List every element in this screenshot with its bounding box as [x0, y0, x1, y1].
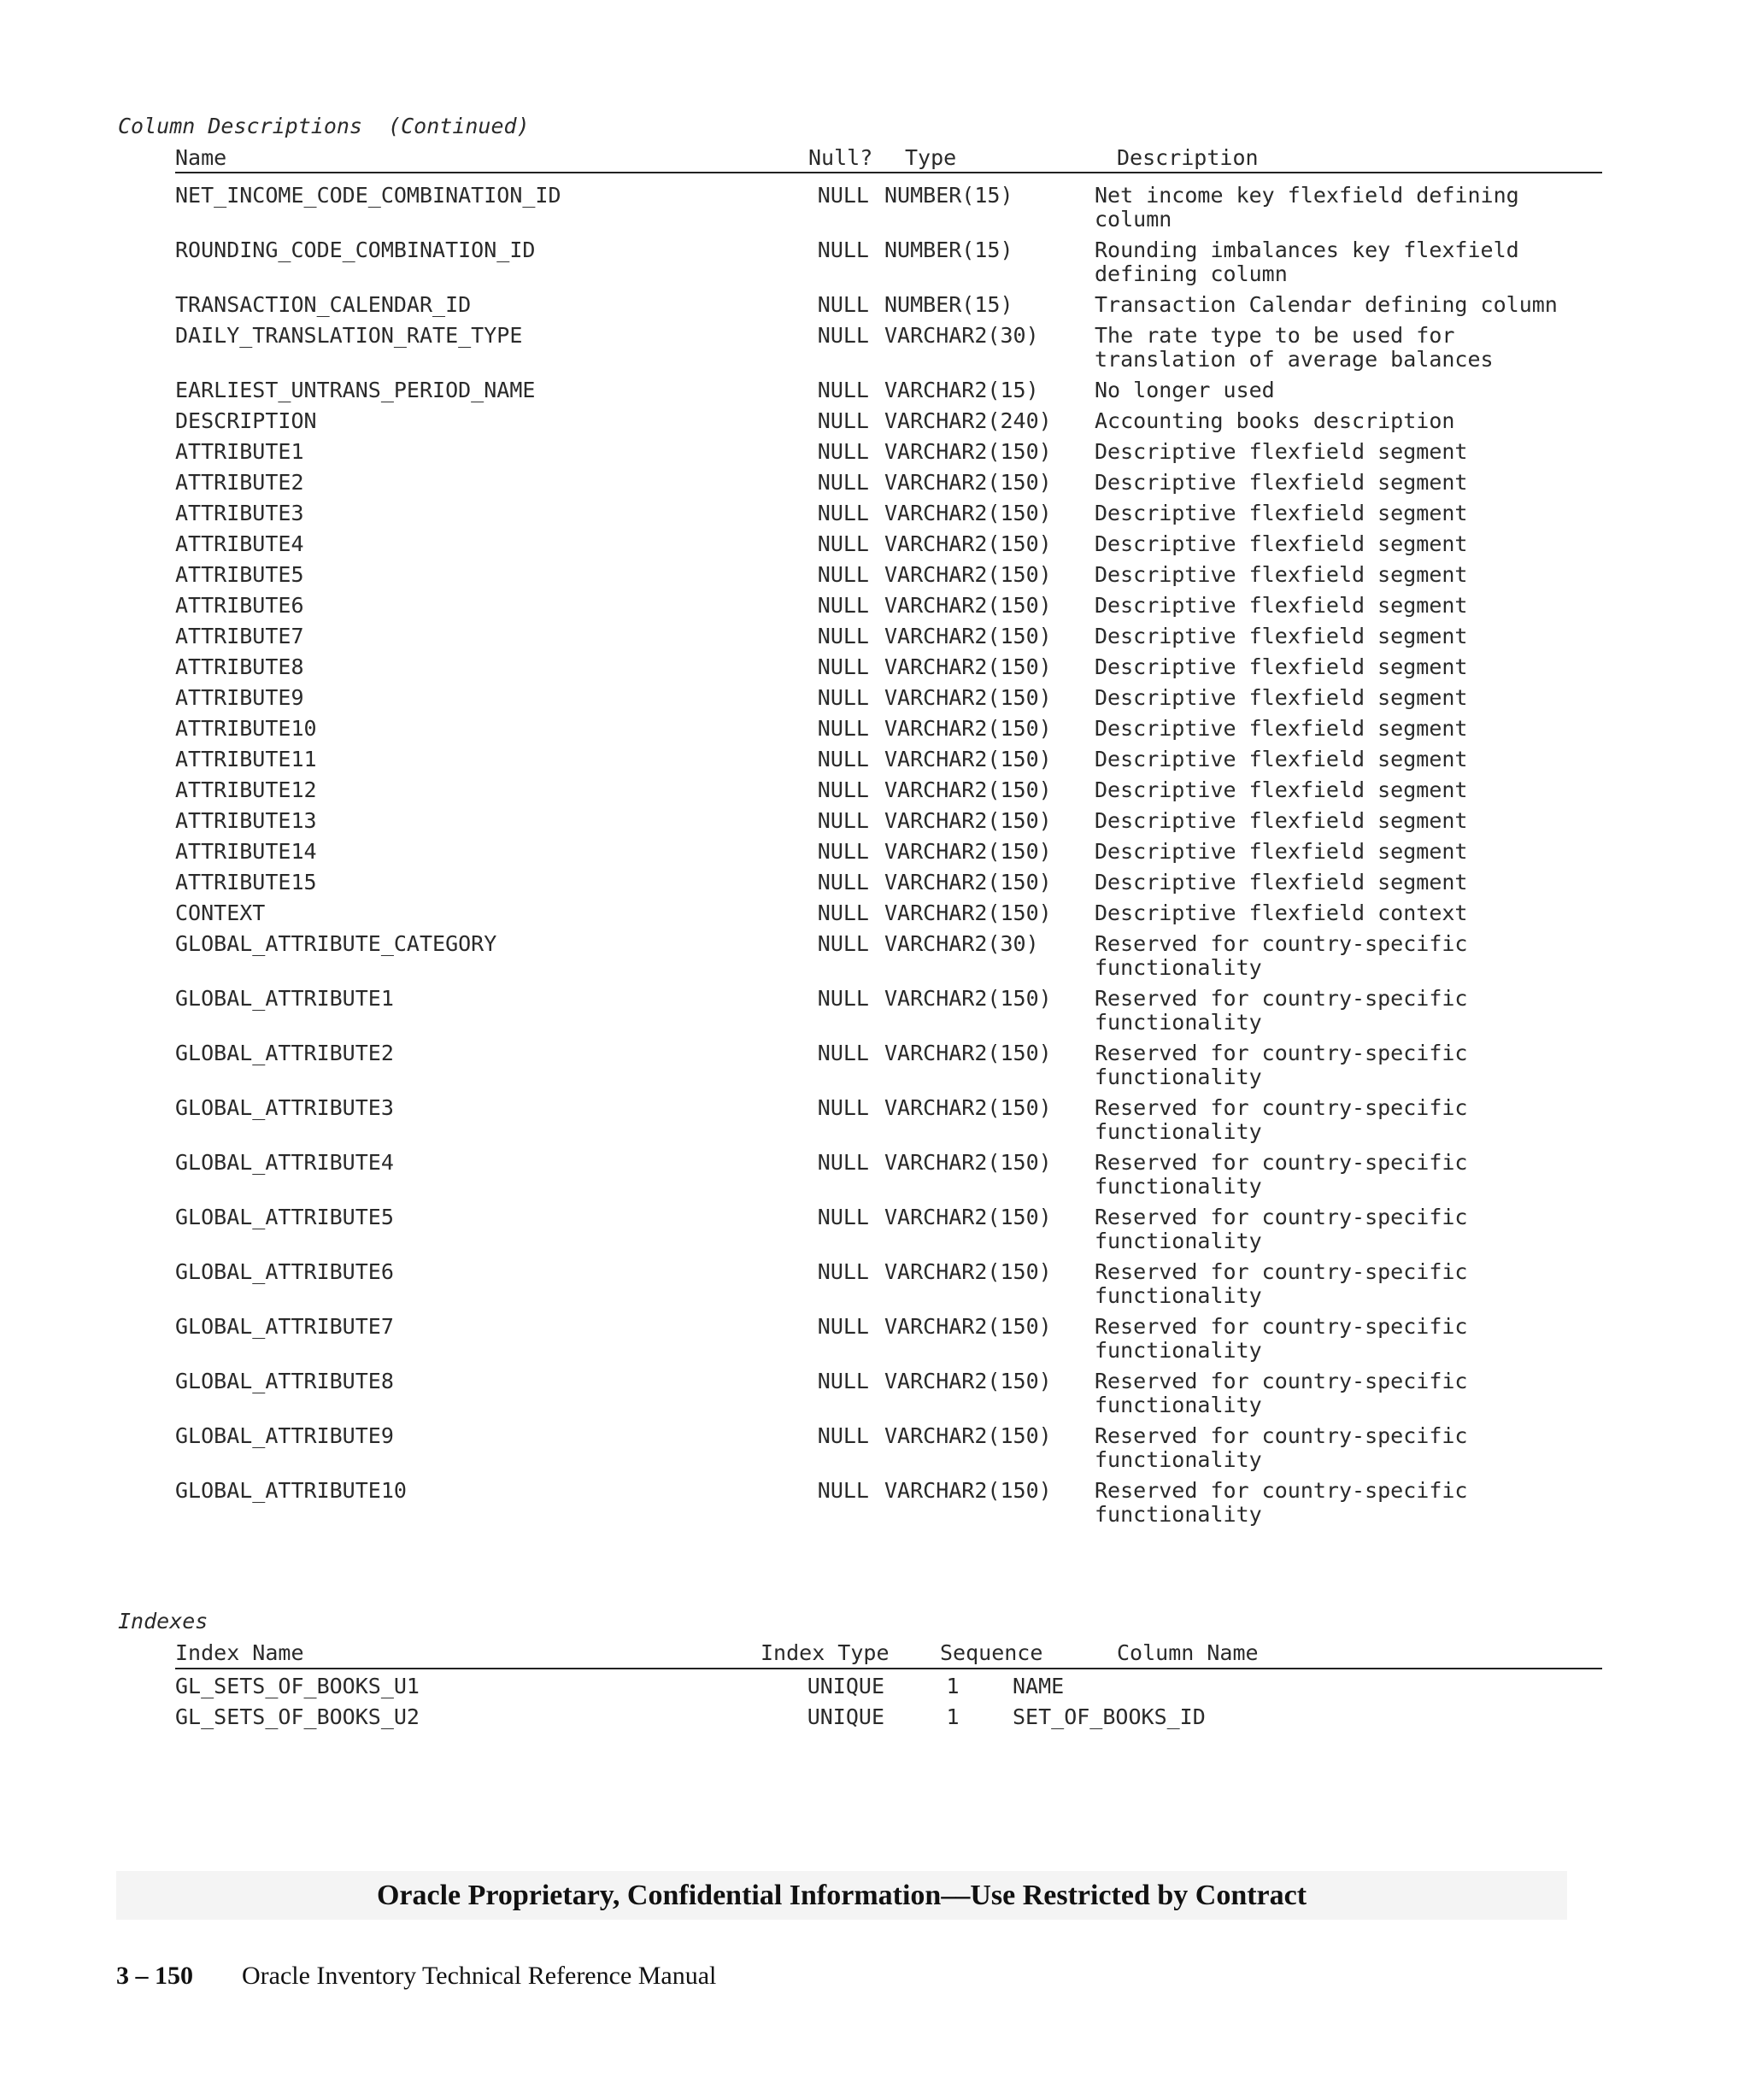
- column-name-cell: ATTRIBUTE4: [175, 531, 304, 556]
- column-name-cell: ATTRIBUTE8: [175, 654, 304, 679]
- column-row: [175, 625, 1573, 655]
- column-null-cell: NULL: [817, 1205, 869, 1229]
- column-name-cell: ATTRIBUTE7: [175, 624, 304, 648]
- column-name-cell: GLOBAL_ATTRIBUTE10: [175, 1478, 407, 1503]
- column-null-cell: NULL: [817, 501, 869, 525]
- column-type-cell: VARCHAR2(150): [884, 470, 1052, 495]
- column-row: [175, 655, 1573, 686]
- column-row: [175, 1260, 1573, 1315]
- column-name-cell: GLOBAL_ATTRIBUTE9: [175, 1423, 394, 1448]
- column-name-cell: GLOBAL_ATTRIBUTE1: [175, 986, 394, 1011]
- index-column-name-cell: SET_OF_BOOKS_ID: [1013, 1704, 1206, 1729]
- column-type-cell: VARCHAR2(30): [884, 323, 1039, 348]
- column-description-text: Descriptive flexfield segment: [1095, 654, 1468, 679]
- column-null-cell: NULL: [817, 685, 869, 710]
- column-null-cell: NULL: [817, 986, 869, 1011]
- column-description-text: Reserved for country-specific functionality: [1095, 1205, 1468, 1253]
- column-description-cell: [1095, 324, 1573, 378]
- column-name-cell: ATTRIBUTE11: [175, 747, 317, 771]
- column-null-cell: NULL: [817, 716, 869, 741]
- column-row: [175, 324, 1573, 378]
- column-row: [175, 748, 1573, 778]
- column-row: [175, 594, 1573, 625]
- column-type-cell: VARCHAR2(150): [884, 1041, 1052, 1065]
- column-description-cell: [1095, 594, 1573, 625]
- manual-title: Oracle Inventory Technical Reference Manual: [242, 1962, 717, 1990]
- column-type-cell: VARCHAR2(15): [884, 378, 1039, 402]
- column-name-cell: GLOBAL_ATTRIBUTE6: [175, 1259, 394, 1284]
- column-null-cell: NULL: [817, 1150, 869, 1175]
- column-type-cell: VARCHAR2(150): [884, 1478, 1052, 1503]
- column-type-cell: VARCHAR2(150): [884, 986, 1052, 1011]
- column-row: [175, 378, 1573, 409]
- column-description-text: Descriptive flexfield segment: [1095, 593, 1468, 618]
- column-null-cell: NULL: [817, 1478, 869, 1503]
- column-type-cell: VARCHAR2(150): [884, 747, 1052, 771]
- column-name-cell: GLOBAL_ATTRIBUTE8: [175, 1369, 394, 1393]
- column-type-cell: VARCHAR2(150): [884, 900, 1052, 925]
- column-null-cell: NULL: [817, 378, 869, 402]
- index-header-column-name: Column Name: [1117, 1640, 1259, 1665]
- column-type-cell: VARCHAR2(150): [884, 1259, 1052, 1284]
- column-description-cell: [1095, 502, 1573, 532]
- column-description-cell: [1095, 748, 1573, 778]
- column-name-cell: DESCRIPTION: [175, 408, 317, 433]
- column-description-text: Accounting books description: [1095, 408, 1455, 433]
- column-null-cell: NULL: [817, 777, 869, 802]
- column-name-cell: ATTRIBUTE6: [175, 593, 304, 618]
- column-row: [175, 809, 1573, 840]
- index-type-cell: UNIQUE: [807, 1704, 884, 1729]
- column-description-cell: [1095, 932, 1573, 987]
- column-name-cell: ATTRIBUTE14: [175, 839, 317, 864]
- column-description-cell: [1095, 1260, 1573, 1315]
- index-row: [175, 1675, 1491, 1705]
- column-type-cell: VARCHAR2(150): [884, 624, 1052, 648]
- column-description-text: Reserved for country-specific functionality: [1095, 1314, 1468, 1363]
- column-type-cell: NUMBER(15): [884, 238, 1013, 262]
- column-description-text: Reserved for country-specific functionality: [1095, 1478, 1468, 1527]
- column-row: [175, 1370, 1573, 1424]
- column-name-cell: ATTRIBUTE9: [175, 685, 304, 710]
- column-description-cell: [1095, 871, 1573, 901]
- confidential-banner: [116, 1871, 1567, 1920]
- column-name-cell: TRANSACTION_CALENDAR_ID: [175, 292, 472, 317]
- column-null-cell: NULL: [817, 470, 869, 495]
- column-name-cell: GLOBAL_ATTRIBUTE2: [175, 1041, 394, 1065]
- column-name-cell: ROUNDING_CODE_COMBINATION_ID: [175, 238, 536, 262]
- column-null-cell: NULL: [817, 747, 869, 771]
- column-null-cell: NULL: [817, 1314, 869, 1339]
- column-name-cell: ATTRIBUTE2: [175, 470, 304, 495]
- column-description-text: Descriptive flexfield segment: [1095, 870, 1468, 895]
- column-type-cell: VARCHAR2(150): [884, 685, 1052, 710]
- column-name-cell: NET_INCOME_CODE_COMBINATION_ID: [175, 183, 561, 208]
- column-type-cell: VARCHAR2(240): [884, 408, 1052, 433]
- column-name-cell: GLOBAL_ATTRIBUTE4: [175, 1150, 394, 1175]
- column-type-cell: VARCHAR2(150): [884, 439, 1052, 464]
- index-row: [175, 1705, 1491, 1736]
- column-row: [175, 1315, 1573, 1370]
- column-type-cell: VARCHAR2(150): [884, 777, 1052, 802]
- column-name-cell: ATTRIBUTE13: [175, 808, 317, 833]
- column-description-cell: [1095, 717, 1573, 748]
- column-row: [175, 532, 1573, 563]
- column-description-text: Transaction Calendar defining column: [1095, 292, 1558, 317]
- column-row: [175, 778, 1573, 809]
- column-descriptions-table: [175, 184, 1573, 1534]
- column-description-cell: [1095, 563, 1573, 594]
- indexes-body: [175, 1675, 1491, 1736]
- column-description-text: Net income key flexfield defining column: [1095, 183, 1519, 232]
- column-type-cell: VARCHAR2(150): [884, 1423, 1052, 1448]
- index-name-cell: GL_SETS_OF_BOOKS_U2: [175, 1704, 420, 1729]
- indexes-table: [175, 1675, 1491, 1736]
- column-description-text: Reserved for country-specific functionality: [1095, 1259, 1468, 1308]
- column-description-text: No longer used: [1095, 378, 1275, 402]
- column-description-cell: [1095, 378, 1573, 409]
- column-description-cell: [1095, 686, 1573, 717]
- column-description-cell: [1095, 1370, 1573, 1424]
- column-row: [175, 471, 1573, 502]
- column-description-cell: [1095, 471, 1573, 502]
- index-header-sequence: Sequence: [940, 1640, 1043, 1665]
- column-row: [175, 717, 1573, 748]
- column-description-cell: [1095, 1205, 1573, 1260]
- column-description-cell: [1095, 1151, 1573, 1205]
- column-description-cell: [1095, 778, 1573, 809]
- column-header-description: Description: [1117, 145, 1259, 170]
- index-type-cell: UNIQUE: [807, 1674, 884, 1698]
- column-type-cell: VARCHAR2(150): [884, 1205, 1052, 1229]
- column-type-cell: VARCHAR2(150): [884, 1150, 1052, 1175]
- column-description-text: The rate type to be used for translation of average balances: [1095, 323, 1494, 372]
- column-type-cell: VARCHAR2(150): [884, 1095, 1052, 1120]
- column-description-text: Descriptive flexfield segment: [1095, 439, 1468, 464]
- column-description-text: Descriptive flexfield segment: [1095, 747, 1468, 771]
- column-description-text: Rounding imbalances key flexfield defining column: [1095, 238, 1519, 286]
- column-description-text: Descriptive flexfield segment: [1095, 685, 1468, 710]
- column-null-cell: NULL: [817, 624, 869, 648]
- index-header-index-name: Index Name: [175, 1640, 304, 1665]
- column-name-cell: ATTRIBUTE3: [175, 501, 304, 525]
- index-sequence-cell: 1: [946, 1674, 960, 1698]
- column-name-cell: ATTRIBUTE12: [175, 777, 317, 802]
- column-row: [175, 1041, 1573, 1096]
- column-row: [175, 184, 1573, 238]
- column-description-cell: [1095, 1041, 1573, 1096]
- column-null-cell: NULL: [817, 1369, 869, 1393]
- column-description-text: Descriptive flexfield segment: [1095, 624, 1468, 648]
- column-description-cell: [1095, 1479, 1573, 1534]
- column-description-text: Descriptive flexfield segment: [1095, 839, 1468, 864]
- column-description-cell: [1095, 532, 1573, 563]
- column-description-cell: [1095, 1315, 1573, 1370]
- column-descriptions-body: [175, 184, 1573, 1534]
- column-description-text: Descriptive flexfield context: [1095, 900, 1468, 925]
- column-description-cell: [1095, 625, 1573, 655]
- column-null-cell: NULL: [817, 439, 869, 464]
- column-description-text: Reserved for country-specific functionality: [1095, 1150, 1468, 1199]
- column-header-null: Null?: [808, 145, 873, 170]
- column-type-cell: VARCHAR2(150): [884, 1369, 1052, 1393]
- column-row: [175, 563, 1573, 594]
- column-type-cell: VARCHAR2(150): [884, 808, 1052, 833]
- column-type-cell: NUMBER(15): [884, 292, 1013, 317]
- column-name-cell: GLOBAL_ATTRIBUTE3: [175, 1095, 394, 1120]
- column-type-cell: VARCHAR2(150): [884, 562, 1052, 587]
- column-name-cell: ATTRIBUTE10: [175, 716, 317, 741]
- column-null-cell: NULL: [817, 183, 869, 208]
- column-description-cell: [1095, 184, 1573, 238]
- column-row: [175, 1151, 1573, 1205]
- column-descriptions-title: Column Descriptions (Continued): [118, 114, 530, 138]
- column-description-cell: [1095, 1096, 1573, 1151]
- column-null-cell: NULL: [817, 654, 869, 679]
- column-row: [175, 1205, 1573, 1260]
- column-description-cell: [1095, 655, 1573, 686]
- column-type-cell: VARCHAR2(150): [884, 1314, 1052, 1339]
- column-null-cell: NULL: [817, 292, 869, 317]
- indexes-title: Indexes: [118, 1609, 208, 1634]
- column-row: [175, 440, 1573, 471]
- column-row: [175, 932, 1573, 987]
- column-description-text: Descriptive flexfield segment: [1095, 562, 1468, 587]
- confidential-notice: Oracle Proprietary, Confidential Information––Use Restricted by Contract: [376, 1880, 1307, 1911]
- index-sequence-cell: 1: [946, 1704, 960, 1729]
- column-null-cell: NULL: [817, 839, 869, 864]
- column-description-text: Reserved for country-specific functionality: [1095, 1041, 1468, 1089]
- column-type-cell: VARCHAR2(150): [884, 531, 1052, 556]
- column-row: [175, 293, 1573, 324]
- column-header-rule: [175, 172, 1602, 173]
- column-description-text: Descriptive flexfield segment: [1095, 531, 1468, 556]
- column-description-cell: [1095, 809, 1573, 840]
- column-null-cell: NULL: [817, 562, 869, 587]
- column-type-cell: VARCHAR2(150): [884, 501, 1052, 525]
- column-description-cell: [1095, 1424, 1573, 1479]
- column-row: [175, 840, 1573, 871]
- index-header-index-type: Index Type: [760, 1640, 890, 1665]
- column-type-cell: NUMBER(15): [884, 183, 1013, 208]
- column-type-cell: VARCHAR2(150): [884, 654, 1052, 679]
- column-null-cell: NULL: [817, 593, 869, 618]
- column-description-text: Descriptive flexfield segment: [1095, 501, 1468, 525]
- column-description-cell: [1095, 238, 1573, 293]
- column-null-cell: NULL: [817, 1423, 869, 1448]
- column-description-text: Reserved for country-specific functionality: [1095, 986, 1468, 1035]
- column-row: [175, 1096, 1573, 1151]
- column-null-cell: NULL: [817, 870, 869, 895]
- column-description-text: Reserved for country-specific functionality: [1095, 1095, 1468, 1144]
- column-description-text: Descriptive flexfield segment: [1095, 777, 1468, 802]
- column-type-cell: VARCHAR2(150): [884, 839, 1052, 864]
- column-description-text: Descriptive flexfield segment: [1095, 470, 1468, 495]
- index-header-rule: [175, 1668, 1602, 1669]
- column-null-cell: NULL: [817, 238, 869, 262]
- column-description-text: Reserved for country-specific functionality: [1095, 931, 1468, 980]
- column-description-cell: [1095, 987, 1573, 1041]
- column-null-cell: NULL: [817, 408, 869, 433]
- column-type-cell: VARCHAR2(150): [884, 593, 1052, 618]
- column-name-cell: ATTRIBUTE1: [175, 439, 304, 464]
- index-name-cell: GL_SETS_OF_BOOKS_U1: [175, 1674, 420, 1698]
- column-null-cell: NULL: [817, 1095, 869, 1120]
- column-null-cell: NULL: [817, 931, 869, 956]
- column-description-text: Descriptive flexfield segment: [1095, 716, 1468, 741]
- column-description-cell: [1095, 409, 1573, 440]
- column-null-cell: NULL: [817, 323, 869, 348]
- column-row: [175, 409, 1573, 440]
- column-row: [175, 502, 1573, 532]
- column-name-cell: DAILY_TRANSLATION_RATE_TYPE: [175, 323, 523, 348]
- column-type-cell: VARCHAR2(150): [884, 870, 1052, 895]
- column-row: [175, 1479, 1573, 1534]
- column-description-cell: [1095, 840, 1573, 871]
- column-name-cell: GLOBAL_ATTRIBUTE5: [175, 1205, 394, 1229]
- column-null-cell: NULL: [817, 531, 869, 556]
- column-description-text: Reserved for country-specific functionality: [1095, 1423, 1468, 1472]
- column-header-name: Name: [175, 145, 227, 170]
- column-name-cell: CONTEXT: [175, 900, 266, 925]
- column-row: [175, 238, 1573, 293]
- column-row: [175, 987, 1573, 1041]
- index-column-name-cell: NAME: [1013, 1674, 1065, 1698]
- column-null-cell: NULL: [817, 808, 869, 833]
- column-type-cell: VARCHAR2(30): [884, 931, 1039, 956]
- column-description-text: Reserved for country-specific functionality: [1095, 1369, 1468, 1417]
- column-name-cell: GLOBAL_ATTRIBUTE7: [175, 1314, 394, 1339]
- column-row: [175, 1424, 1573, 1479]
- column-name-cell: GLOBAL_ATTRIBUTE_CATEGORY: [175, 931, 497, 956]
- column-null-cell: NULL: [817, 1259, 869, 1284]
- column-name-cell: ATTRIBUTE5: [175, 562, 304, 587]
- column-null-cell: NULL: [817, 900, 869, 925]
- column-description-text: Descriptive flexfield segment: [1095, 808, 1468, 833]
- column-null-cell: NULL: [817, 1041, 869, 1065]
- column-description-cell: [1095, 440, 1573, 471]
- column-name-cell: EARLIEST_UNTRANS_PERIOD_NAME: [175, 378, 536, 402]
- column-row: [175, 686, 1573, 717]
- column-header-type: Type: [905, 145, 957, 170]
- column-row: [175, 901, 1573, 932]
- page-number: 3 – 150: [116, 1962, 193, 1990]
- column-name-cell: ATTRIBUTE15: [175, 870, 317, 895]
- column-description-cell: [1095, 901, 1573, 932]
- column-description-cell: [1095, 293, 1573, 324]
- column-row: [175, 871, 1573, 901]
- column-type-cell: VARCHAR2(150): [884, 716, 1052, 741]
